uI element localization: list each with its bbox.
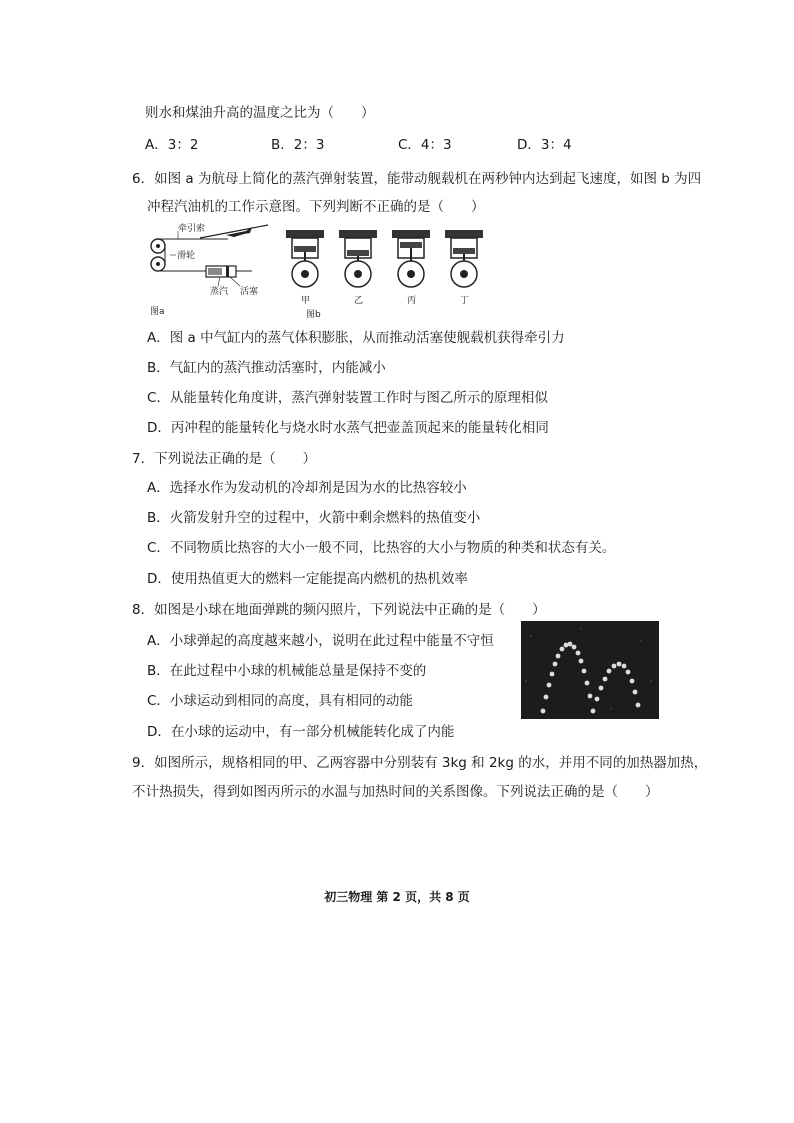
q8-option-d: D．在小球的运动中，有一部分机械能转化成了内能 xyxy=(147,724,455,740)
q7-option-b: B．火箭发射升空的过程中，火箭中剩余燃料的热值变小 xyxy=(147,510,481,526)
q8-option-c: C．小球运动到相同的高度，具有相同的动能 xyxy=(147,693,413,709)
fig-a-label-traction-cable: 牵引索 xyxy=(178,224,206,234)
q5-option-b: B．2：3 xyxy=(271,137,325,153)
fig-a-label-pulley: 滑轮 xyxy=(177,251,196,261)
fig-b-label-yi: 乙 xyxy=(354,296,364,306)
q6-option-c: C．从能量转化角度讲，蒸汽弹射装置工作时与图乙所示的原理相似 xyxy=(147,390,548,406)
q9-stem-line2: 不计热损失，得到如图丙所示的水温与加热时间的关系图像。下列说法正确的是（ ） xyxy=(132,784,659,800)
fig-b-caption: 图b xyxy=(306,310,321,320)
q6-option-b: B．气缸内的蒸汽推动活塞时，内能减小 xyxy=(147,360,386,376)
page-footer: 初三物理 第 2 页，共 8 页 xyxy=(324,890,470,904)
q7-stem: 7．下列说法正确的是（ ） xyxy=(132,451,317,467)
q8-option-a: A．小球弹起的高度越来越小，说明在此过程中能量不守恒 xyxy=(147,633,494,649)
q5-option-c: C．4：3 xyxy=(398,137,452,153)
q7-option-a: A．选择水作为发动机的冷却剂是因为水的比热容较小 xyxy=(147,480,467,496)
q8-option-b: B．在此过程中小球的机械能总量是保持不变的 xyxy=(147,663,427,679)
fig-b-label-jia: 甲 xyxy=(301,296,311,306)
q6-stem-line2: 冲程汽油机的工作示意图。下列判断不正确的是（ ） xyxy=(147,199,485,215)
q6-option-a: A．图 a 中气缸内的蒸气体积膨胀，从而推动活塞使舰载机获得牵引力 xyxy=(147,330,565,346)
fig-b-label-bing: 丙 xyxy=(407,296,417,306)
q9-stem-line1: 9．如图所示，规格相同的甲、乙两容器中分别装有 3kg 和 2kg 的水，并用不同的加热器加热， xyxy=(132,755,708,771)
bouncing-ball-strobe-photo xyxy=(521,621,659,719)
q8-stem: 8．如图是小球在地面弹跳的频闪照片，下列说法中正确的是（ ） xyxy=(132,602,546,618)
q7-option-d: D．使用热值更大的燃料一定能提高内燃机的热机效率 xyxy=(147,571,468,587)
fig-b-label-ding: 丁 xyxy=(460,296,470,306)
q7-option-c: C．不同物质比热容的大小一般不同，比热容的大小与物质的种类和状态有关。 xyxy=(147,540,616,556)
fig-a-caption: 图a xyxy=(150,307,165,317)
q5-option-d: D．3：4 xyxy=(517,137,572,153)
fig-a-label-steam: 蒸汽 xyxy=(210,287,229,297)
q6-stem-line1: 6．如图 a 为航母上简化的蒸汽弹射装置，能带动舰载机在两秒钟内达到起飞速度，如图 b 为四 xyxy=(132,171,702,187)
fig-a-label-piston: 活塞 xyxy=(240,287,259,297)
q5-continuation: 则水和煤油升高的温度之比为（ ） xyxy=(145,105,375,121)
q6-option-d: D．丙冲程的能量转化与烧水时水蒸气把壶盖顶起来的能量转化相同 xyxy=(147,420,549,436)
q5-option-a: A．3：2 xyxy=(145,137,199,153)
q5-options xyxy=(145,133,705,153)
figure-b-four-stroke-engine xyxy=(282,228,492,320)
figure-a-steam-catapult xyxy=(148,222,278,318)
